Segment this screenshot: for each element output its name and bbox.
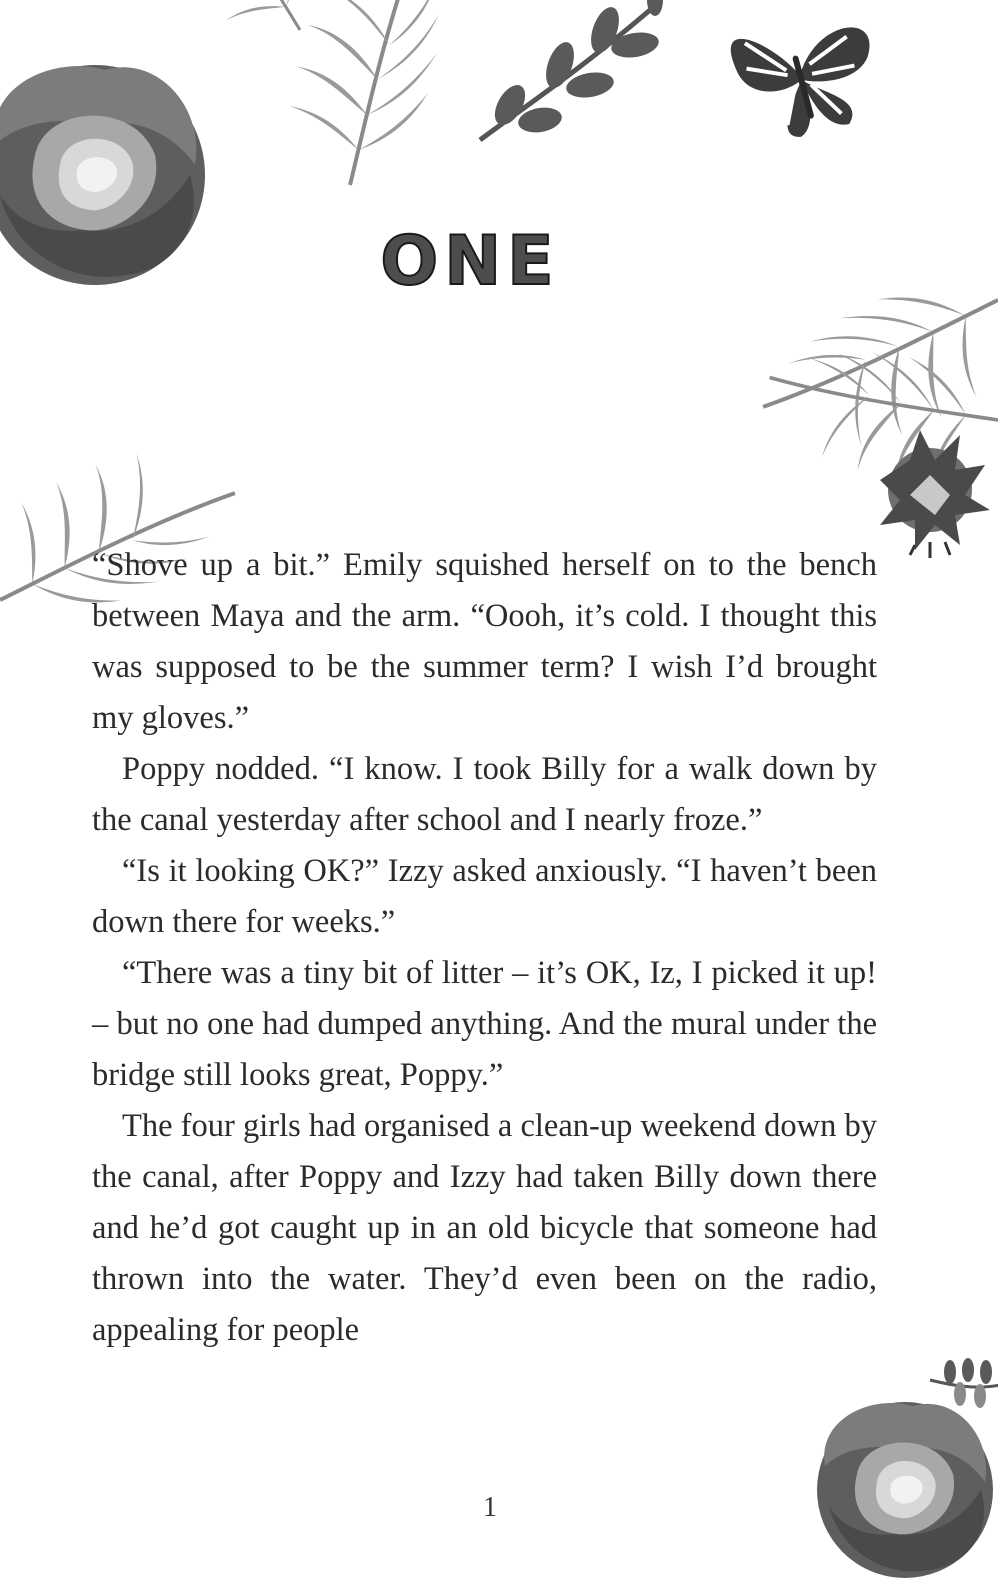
thistle-illustration: [880, 430, 990, 558]
fern-leaf-illustration: [148, 0, 348, 50]
butterfly-illustration: [728, 7, 889, 149]
paragraph: “Is it looking OK?” Izzy asked anxiously. “I haven’t been down there for weeks.”: [92, 853, 877, 940]
page-number: 1: [483, 1492, 497, 1523]
paragraph: Poppy nodded. “I know. I took Billy for a walk down by the canal yesterday after school and I nearly froze.”: [92, 751, 877, 838]
paragraph: “There was a tiny bit of litter – it’s OK, Iz, I picked it up! – but no one had dumped anything. And the mural under the bridge still looks great, Poppy.”: [92, 955, 877, 1093]
paragraph: The four girls had organised a clean-up weekend down by the canal, after Poppy and Izzy had taken Billy down there and he’d got caught up in an old bicycle that someone had thrown into the water. They’d even been on the radio, appealing for people: [92, 1108, 877, 1348]
leaf-sprig-illustration: [930, 1358, 998, 1408]
body-text: [92, 540, 877, 1356]
fern-leaf-illustration: [250, 0, 491, 195]
paragraph: “Shove up a bit.” Emily squished herself on to the bench between Maya and the arm. “Oooh, it’s cold. I thought this was supposed to be the summer term? I wish I’d brought my gloves.”: [92, 547, 877, 736]
chapter-title: ONE: [380, 222, 560, 301]
leaf-sprig-illustration: [480, 0, 663, 140]
flower-illustration: [817, 1402, 993, 1578]
